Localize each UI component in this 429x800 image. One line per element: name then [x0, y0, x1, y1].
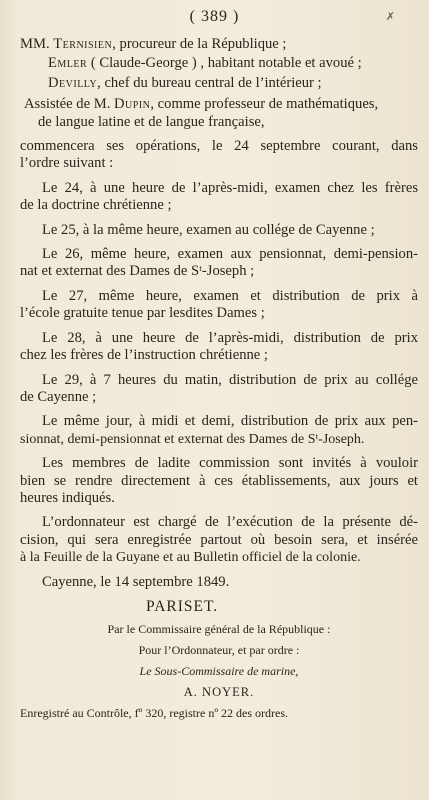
paragraph-line: Le 28, à une heure de l’après-midi, distribution de prix	[42, 329, 418, 346]
paragraph-line: Le 27, même heure, examen et distribution de prix à	[42, 287, 418, 304]
member-line-2	[20, 55, 418, 72]
member-prefix: MM.	[20, 36, 54, 52]
assisted-paragraph	[20, 96, 418, 131]
member-name: Emler	[48, 55, 88, 72]
paragraph	[20, 180, 418, 215]
paragraph-line: de la doctrine chrétienne ;	[20, 197, 172, 214]
document-body	[20, 36, 418, 723]
paragraph	[20, 222, 418, 239]
page-number: ( 389 )	[189, 8, 240, 25]
paragraph-line: heures indiqués.	[20, 489, 115, 506]
closing-block	[20, 619, 418, 703]
member-line-1	[20, 36, 418, 53]
signature-name: PARISET.	[146, 597, 219, 615]
member-name: Ternisien	[53, 36, 113, 52]
signature-block	[20, 598, 418, 615]
paragraph	[20, 330, 418, 365]
paragraph-line: nat et externat des Dames de Sᵗ-Joseph ;	[20, 263, 255, 280]
date-line: Cayenne, le 14 septembre 1849.	[42, 573, 230, 590]
paragraph-line: à la Feuille de la Guyane et au Bulletin officiel de la colonie.	[20, 550, 361, 566]
member-role: , chef du bureau central de l’intérieur ;	[97, 74, 322, 91]
paragraph-line: commencera ses opérations, le 24 septembre courant, dans	[20, 138, 418, 155]
paragraph	[20, 514, 418, 566]
corner-mark: ✗	[385, 11, 395, 23]
paragraph-line: de Cayenne ;	[20, 388, 97, 405]
paragraph-line: l’école gratuite tenue par lesdites Dames ;	[20, 305, 265, 322]
paragraph-line: Le 26, même heure, examen aux pensionnat, demi-pension-	[42, 246, 418, 263]
paragraph-line: sionnat, demi-pensionnat et externat des Dames de Sᵗ-Joseph.	[20, 431, 365, 447]
paragraph-line: Les membres de ladite commission sont invités à vouloir	[42, 455, 418, 472]
paragraph-line: Le même jour, à midi et demi, distribution de prix aux pen-	[42, 413, 418, 430]
paragraph	[20, 138, 418, 173]
assisted-name: Dupin	[114, 96, 151, 113]
assisted-text: de langue latine et de langue française,	[38, 113, 265, 130]
paragraph-line: l’ordre suivant :	[20, 155, 114, 172]
member-name: Devilly	[48, 74, 98, 91]
paragraph-line: cision, qui sera enregistrée partout où besoin sera, et insérée	[20, 531, 418, 548]
assisted-text: , comme professeur de mathématiques,	[150, 96, 379, 113]
paragraph-line: Le 29, à 7 heures du matin, distribution de prix au collége	[42, 371, 418, 388]
registration-note: Enregistré au Contrôle, fº 320, registre nº 22 des ordres.	[20, 706, 289, 721]
paragraph	[20, 288, 418, 323]
paragraph	[20, 413, 418, 448]
paragraph	[20, 246, 418, 281]
closing-line: Pour l’Ordonnateur, et par ordre :	[138, 643, 300, 658]
closing-signatory: A. NOYER.	[183, 685, 255, 700]
assisted-text: Assistée de M.	[24, 96, 114, 113]
closing-line: Par le Commissaire général de la République :	[107, 622, 331, 637]
paragraph-line: Le 25, à la même heure, examen au collége de Cayenne ;	[42, 221, 375, 238]
paragraph-line: bien se rendre directement à ces établissements, aux jours et	[20, 472, 418, 489]
paragraph	[20, 455, 418, 507]
closing-line: Le Sous-Commissaire de marine,	[139, 664, 299, 679]
paragraph	[20, 372, 418, 407]
member-role: ( Claude-George ) , habitant notable et avoué ;	[87, 55, 362, 72]
paragraph-line: chez les frères de l’instruction chrétienne ;	[20, 347, 268, 364]
member-role: , procureur de la République ;	[112, 36, 287, 52]
paragraph-line: L’ordonnateur est chargé de l’exécution de la présente dé-	[42, 514, 418, 531]
paragraph-line: Le 24, à une heure de l’après-midi, examen chez les frères	[42, 179, 418, 196]
member-line-3	[20, 75, 418, 92]
